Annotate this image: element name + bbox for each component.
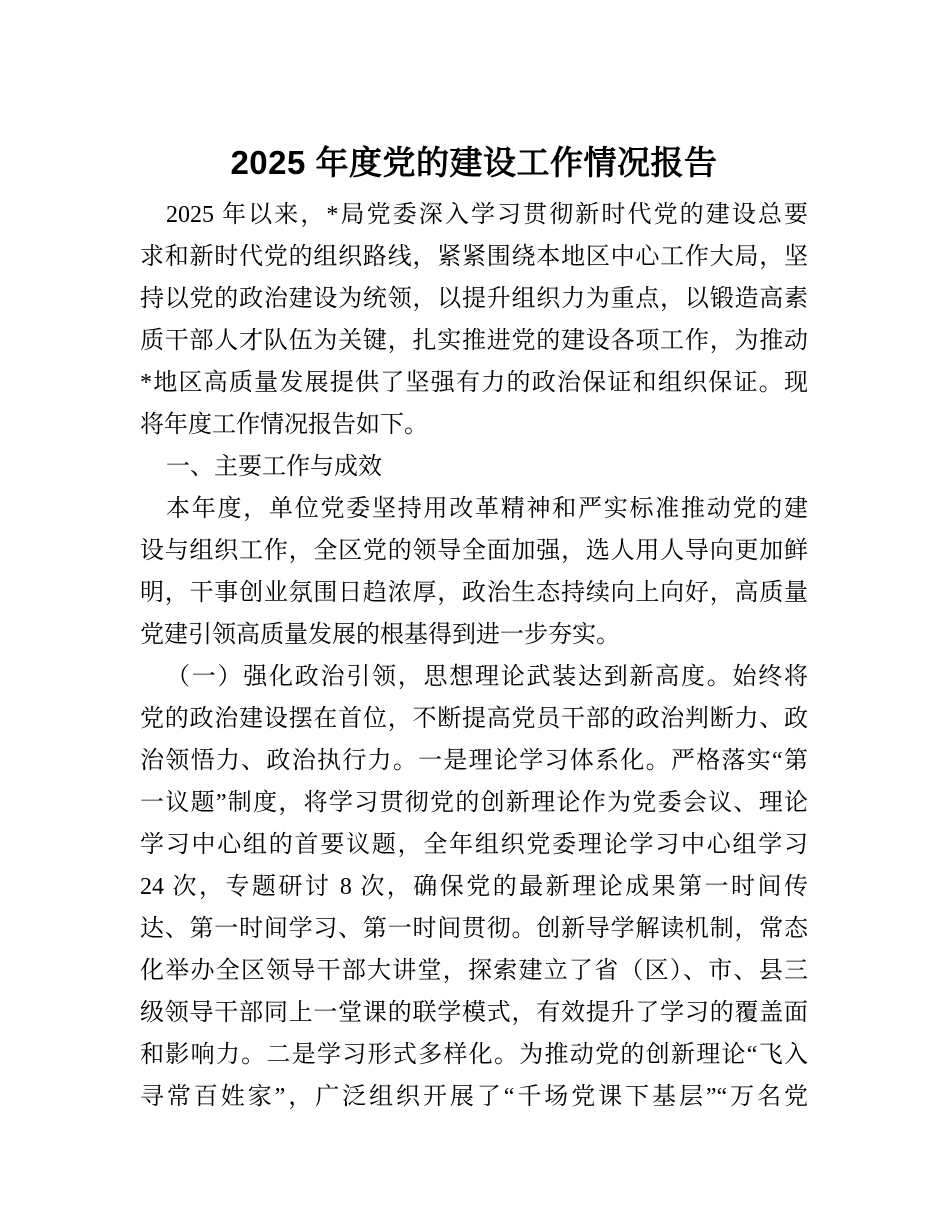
paragraph-overview <box>140 488 808 656</box>
text-line: 明，干事创业氛围日趋浓厚，政治生态持续向上向好，高质量 <box>140 580 808 606</box>
section-heading <box>140 446 808 488</box>
text-line: 设与组织工作，全区党的领导全面加强，选人用人导向更加鲜 <box>140 538 808 564</box>
text-line: 本年度，单位党委坚持用改革精神和严实标准推动党的建 <box>166 496 808 522</box>
text-line: 将年度工作情况报告如下。 <box>140 412 428 438</box>
text-line: 求和新时代党的组织路线，紧紧围绕本地区中心工作大局，坚 <box>140 244 808 270</box>
text-line: （一）强化政治引领，思想理论武装达到新高度。始终将 <box>166 664 808 690</box>
document-title: 2025 年度党的建设工作情况报告 <box>230 144 718 181</box>
text-line: 治领悟力、政治执行力。一是理论学习体系化。严格落实“第 <box>140 748 808 774</box>
text-line: 化举办全区领导干部大讲堂，探索建立了省（区）、市、县三 <box>140 958 808 984</box>
text-line: 学习中心组的首要议题，全年组织党委理论学习中心组学习 <box>140 832 808 858</box>
text-line: 党建引领高质量发展的根基得到进一步夯实。 <box>140 622 620 648</box>
text-line: 一议题”制度，将学习贯彻党的创新理论作为党委会议、理论 <box>140 790 808 816</box>
text-line: 寻常百姓家”，广泛组织开展了“千场党课下基层”“万名党 <box>140 1084 808 1110</box>
paragraph-intro <box>140 194 808 446</box>
text-line: 24 次，专题研讨 8 次，确保党的最新理论成果第一时间传 <box>140 874 808 900</box>
text-line: 质干部人才队伍为关键，扎实推进党的建设各项工作，为推动 <box>140 328 808 354</box>
paragraph-section-one <box>140 656 808 1118</box>
text-line: 达、第一时间学习、第一时间贯彻。创新导学解读机制，常态 <box>140 916 808 942</box>
text-line: 持以党的政治建设为统领，以提升组织力为重点，以锻造高素 <box>140 286 808 312</box>
text-line: 2025 年以来，*局党委深入学习贯彻新时代党的建设总要 <box>166 202 808 228</box>
text-line: 和影响力。二是学习形式多样化。为推动党的创新理论“飞入 <box>140 1042 808 1068</box>
section-heading-line: 一、主要工作与成效 <box>166 454 382 480</box>
text-line: *地区高质量发展提供了坚强有力的政治保证和组织保证。现 <box>140 370 808 396</box>
text-line: 党的政治建设摆在首位，不断提高党员干部的政治判断力、政 <box>140 706 808 732</box>
text-line: 级领导干部同上一堂课的联学模式，有效提升了学习的覆盖面 <box>140 1000 808 1026</box>
document-content <box>140 139 808 1118</box>
